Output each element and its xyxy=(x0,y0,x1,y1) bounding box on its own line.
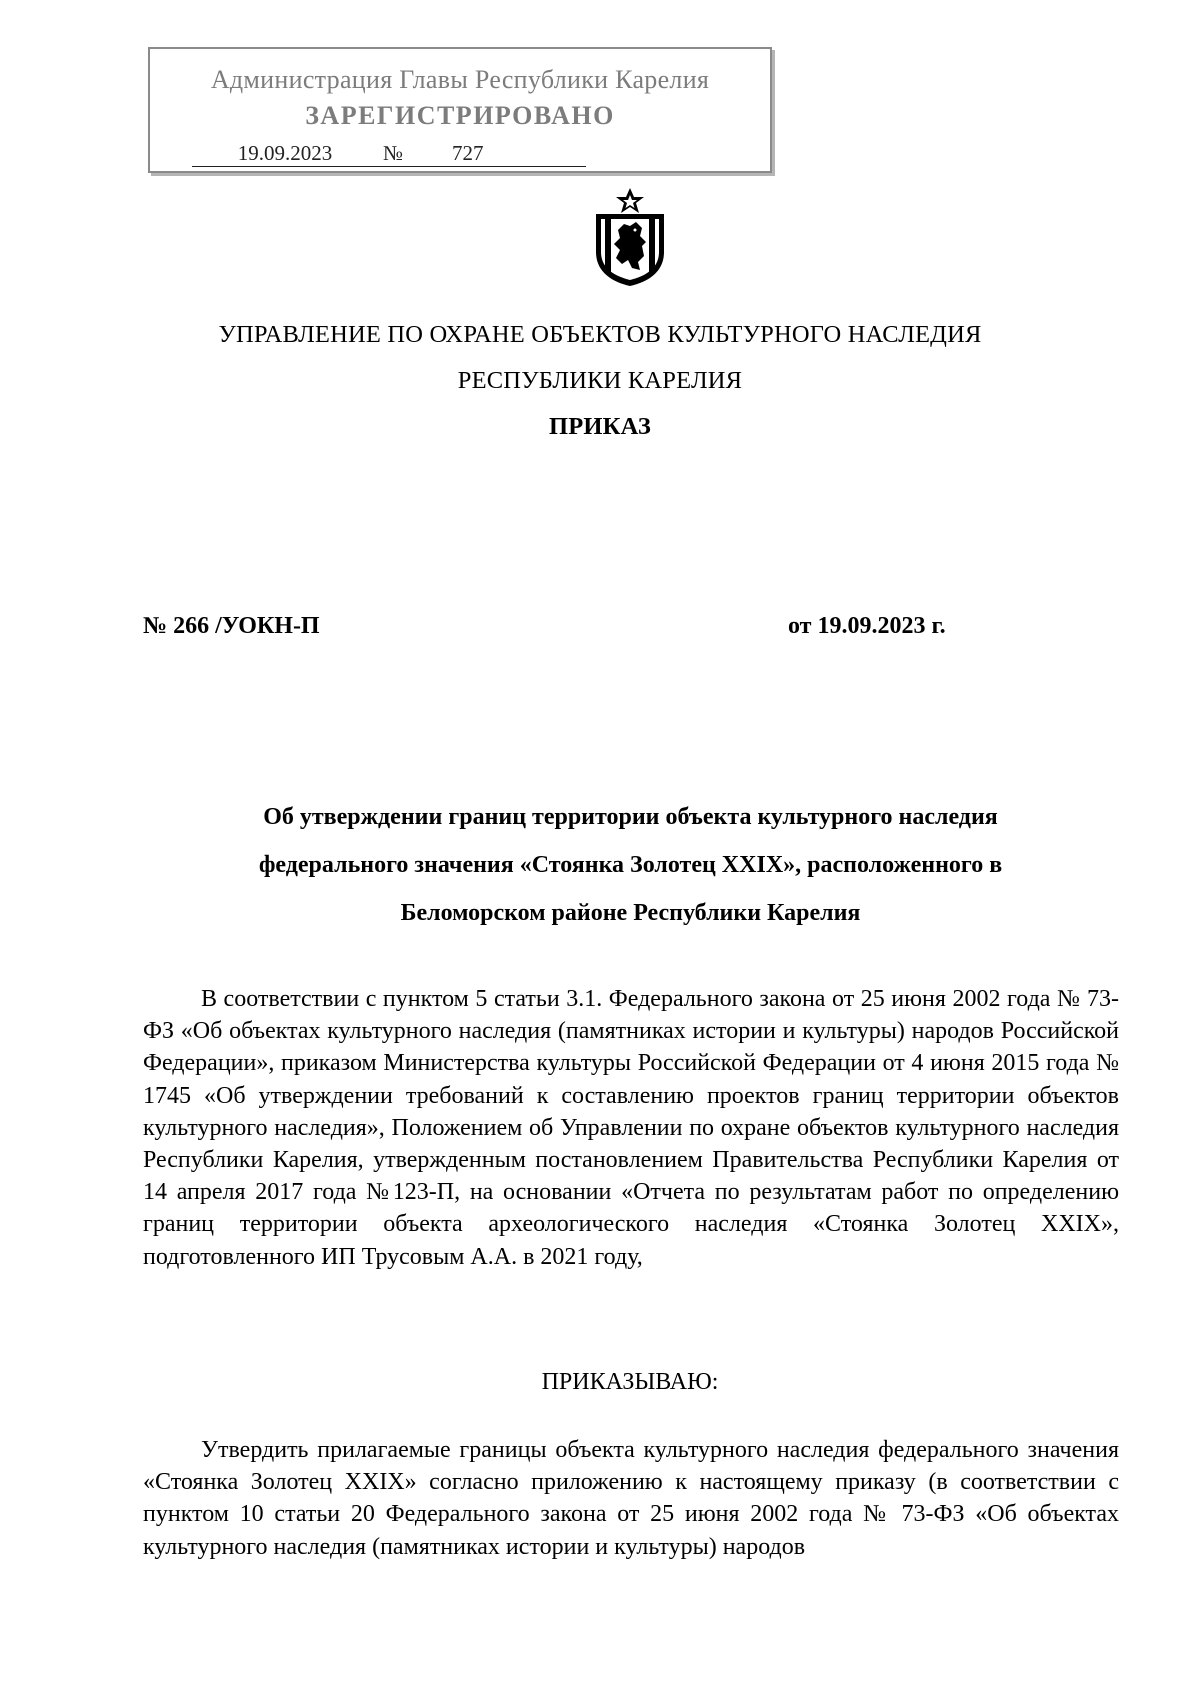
preamble-paragraph: В соответствии с пунктом 5 статьи 3.1. Федерального закона от 25 июня 2002 года № 73-ФЗ «Об объектах культурного наследия (памятниках истории и культуры) народов Российской Федерации», приказом Министерства культуры Российской Федерации от 4 июня 2015 года № 1745 «Об утверждении требований к составлению проектов границ территории объектов культурного наследия», Положением об Управлении по охране объектов культурного наследия Республики Карелия, утвержденным постановлением Правительства Республики Карелия от 14 апреля 2017 года №123-П, на основании «Отчета по результатам работ по определению границ территории объекта археологического наследия «Стоянка Золотец XXIX», подготовленного ИП Трусовым А.А. в 2021 году, xyxy=(143,986,1119,1270)
registration-stamp xyxy=(148,47,772,173)
stamp-date: 19.09.2023 xyxy=(192,141,378,167)
document-title-line1: Об утверждении границ территории объекта культурного наследия xyxy=(263,804,998,830)
karelia-coat-of-arms-icon xyxy=(590,186,670,288)
order-date: от 19.09.2023 г. xyxy=(788,613,946,639)
document-type: ПРИКАЗ xyxy=(548,413,652,440)
stamp-registration-row xyxy=(192,141,586,167)
decree-word: ПРИКАЗЫВАЮ: xyxy=(541,1369,719,1395)
organization-name-line2: РЕСПУБЛИКИ КАРЕЛИЯ xyxy=(457,367,743,394)
order-paragraph: Утвердить прилагаемые границы объекта культурного наследия федерального значения «Стоянка Золотец XXIX» согласно приложению к настоящему приказу (в соответствии с пунктом 10 статьи 20 Федерального закона от 25 июня 2002 года № 73-ФЗ «Об объектах культурного наследия (памятниках истории и культуры) народов xyxy=(143,1437,1119,1560)
organization-name-line1: УПРАВЛЕНИЕ ПО ОХРАНЕ ОБЪЕКТОВ КУЛЬТУРНОГО НАСЛЕДИЯ xyxy=(218,321,982,348)
document-title-line2: федерального значения «Стоянка Золотец XXIX», расположенного в xyxy=(258,852,1003,878)
stamp-number: 727 xyxy=(408,141,586,167)
stamp-number-sign: № xyxy=(378,141,408,167)
stamp-organization: Администрация Главы Республики Карелия xyxy=(210,65,710,94)
stamp-status: ЗАРЕГИСТРИРОВАНО xyxy=(305,101,615,130)
document-title-line3: Беломорском районе Республики Карелия xyxy=(400,900,861,926)
order-number: № 266 /УОКН-П xyxy=(143,613,320,639)
